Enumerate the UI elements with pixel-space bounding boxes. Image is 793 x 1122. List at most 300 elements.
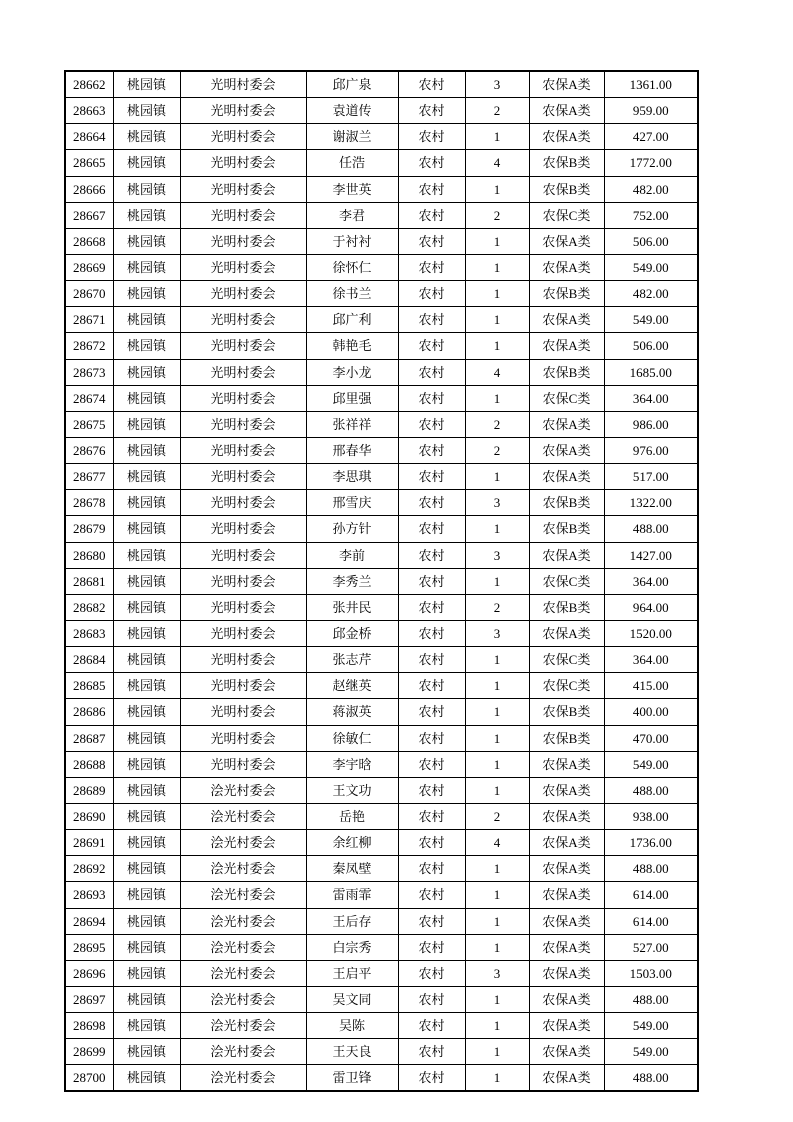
cell-category: 农村 — [398, 1013, 465, 1039]
cell-town: 桃园镇 — [113, 934, 180, 960]
cell-amount: 1361.00 — [604, 71, 698, 98]
cell-village-committee: 光明村委会 — [180, 124, 306, 150]
table-row — [65, 568, 698, 594]
cell-insurance-type: 农保A类 — [529, 307, 604, 333]
cell-village-committee: 光明村委会 — [180, 725, 306, 751]
cell-record-id: 28678 — [65, 490, 113, 516]
cell-category: 农村 — [398, 228, 465, 254]
cell-record-id: 28688 — [65, 751, 113, 777]
cell-person-name: 谢淑兰 — [306, 124, 398, 150]
cell-record-id: 28685 — [65, 673, 113, 699]
cell-town: 桃园镇 — [113, 333, 180, 359]
table-row — [65, 385, 698, 411]
cell-person-name: 邱里强 — [306, 385, 398, 411]
cell-amount: 1322.00 — [604, 490, 698, 516]
cell-village-committee: 光明村委会 — [180, 202, 306, 228]
cell-category: 农村 — [398, 490, 465, 516]
cell-record-id: 28686 — [65, 699, 113, 725]
cell-category: 农村 — [398, 411, 465, 437]
cell-person-count: 1 — [465, 516, 529, 542]
cell-town: 桃园镇 — [113, 882, 180, 908]
table-row — [65, 359, 698, 385]
cell-insurance-type: 农保A类 — [529, 960, 604, 986]
table-row — [65, 1013, 698, 1039]
cell-town: 桃园镇 — [113, 307, 180, 333]
cell-insurance-type: 农保B类 — [529, 176, 604, 202]
cell-amount: 959.00 — [604, 98, 698, 124]
cell-village-committee: 浍光村委会 — [180, 1013, 306, 1039]
cell-amount: 976.00 — [604, 437, 698, 463]
cell-person-count: 4 — [465, 830, 529, 856]
table-row — [65, 986, 698, 1012]
cell-town: 桃园镇 — [113, 568, 180, 594]
table-row — [65, 437, 698, 463]
cell-town: 桃园镇 — [113, 908, 180, 934]
cell-insurance-type: 农保A类 — [529, 228, 604, 254]
cell-category: 农村 — [398, 594, 465, 620]
cell-village-committee: 光明村委会 — [180, 620, 306, 646]
table-row — [65, 464, 698, 490]
cell-village-committee: 光明村委会 — [180, 98, 306, 124]
cell-person-count: 1 — [465, 1065, 529, 1092]
cell-amount: 427.00 — [604, 124, 698, 150]
cell-village-committee: 浍光村委会 — [180, 960, 306, 986]
cell-person-name: 韩艳毛 — [306, 333, 398, 359]
cell-record-id: 28692 — [65, 856, 113, 882]
cell-person-name: 吴文同 — [306, 986, 398, 1012]
cell-category: 农村 — [398, 803, 465, 829]
table-row — [65, 960, 698, 986]
cell-amount: 488.00 — [604, 856, 698, 882]
cell-insurance-type: 农保C类 — [529, 568, 604, 594]
table-row — [65, 777, 698, 803]
table-row — [65, 124, 698, 150]
table-row — [65, 647, 698, 673]
cell-town: 桃园镇 — [113, 281, 180, 307]
cell-person-name: 余红柳 — [306, 830, 398, 856]
cell-record-id: 28672 — [65, 333, 113, 359]
cell-amount: 549.00 — [604, 254, 698, 280]
cell-person-count: 2 — [465, 98, 529, 124]
cell-village-committee: 光明村委会 — [180, 542, 306, 568]
cell-insurance-type: 农保C类 — [529, 202, 604, 228]
cell-insurance-type: 农保B类 — [529, 725, 604, 751]
cell-category: 农村 — [398, 359, 465, 385]
cell-category: 农村 — [398, 725, 465, 751]
cell-category: 农村 — [398, 464, 465, 490]
cell-town: 桃园镇 — [113, 359, 180, 385]
cell-amount: 470.00 — [604, 725, 698, 751]
cell-amount: 614.00 — [604, 908, 698, 934]
cell-record-id: 28665 — [65, 150, 113, 176]
cell-village-committee: 浍光村委会 — [180, 856, 306, 882]
cell-insurance-type: 农保A类 — [529, 803, 604, 829]
cell-insurance-type: 农保A类 — [529, 1039, 604, 1065]
cell-person-count: 2 — [465, 202, 529, 228]
cell-person-name: 邢雪庆 — [306, 490, 398, 516]
cell-village-committee: 浍光村委会 — [180, 882, 306, 908]
cell-record-id: 28663 — [65, 98, 113, 124]
cell-village-committee: 光明村委会 — [180, 594, 306, 620]
cell-village-committee: 浍光村委会 — [180, 1039, 306, 1065]
cell-record-id: 28695 — [65, 934, 113, 960]
cell-record-id: 28674 — [65, 385, 113, 411]
cell-insurance-type: 农保C类 — [529, 673, 604, 699]
cell-amount: 549.00 — [604, 307, 698, 333]
cell-category: 农村 — [398, 254, 465, 280]
cell-record-id: 28698 — [65, 1013, 113, 1039]
cell-category: 农村 — [398, 281, 465, 307]
cell-town: 桃园镇 — [113, 437, 180, 463]
cell-village-committee: 光明村委会 — [180, 516, 306, 542]
cell-record-id: 28682 — [65, 594, 113, 620]
cell-category: 农村 — [398, 333, 465, 359]
cell-person-count: 1 — [465, 333, 529, 359]
cell-town: 桃园镇 — [113, 124, 180, 150]
cell-person-name: 雷卫锋 — [306, 1065, 398, 1092]
cell-record-id: 28667 — [65, 202, 113, 228]
cell-record-id: 28700 — [65, 1065, 113, 1092]
cell-person-name: 王文功 — [306, 777, 398, 803]
cell-village-committee: 光明村委会 — [180, 490, 306, 516]
cell-person-name: 孙方针 — [306, 516, 398, 542]
cell-insurance-type: 农保A类 — [529, 333, 604, 359]
cell-category: 农村 — [398, 620, 465, 646]
cell-category: 农村 — [398, 437, 465, 463]
cell-record-id: 28664 — [65, 124, 113, 150]
cell-category: 农村 — [398, 647, 465, 673]
cell-person-name: 秦凤壁 — [306, 856, 398, 882]
cell-category: 农村 — [398, 1065, 465, 1092]
cell-town: 桃园镇 — [113, 803, 180, 829]
cell-person-count: 2 — [465, 803, 529, 829]
table-row — [65, 934, 698, 960]
cell-amount: 1427.00 — [604, 542, 698, 568]
cell-person-count: 3 — [465, 620, 529, 646]
table-row — [65, 71, 698, 98]
table-row — [65, 673, 698, 699]
cell-category: 农村 — [398, 856, 465, 882]
cell-town: 桃园镇 — [113, 202, 180, 228]
cell-amount: 1772.00 — [604, 150, 698, 176]
cell-amount: 1736.00 — [604, 830, 698, 856]
cell-record-id: 28675 — [65, 411, 113, 437]
cell-town: 桃园镇 — [113, 960, 180, 986]
cell-insurance-type: 农保A类 — [529, 98, 604, 124]
cell-town: 桃园镇 — [113, 725, 180, 751]
cell-amount: 938.00 — [604, 803, 698, 829]
cell-village-committee: 浍光村委会 — [180, 777, 306, 803]
cell-insurance-type: 农保A类 — [529, 1013, 604, 1039]
table-row — [65, 176, 698, 202]
cell-amount: 752.00 — [604, 202, 698, 228]
cell-village-committee: 光明村委会 — [180, 568, 306, 594]
table-row — [65, 490, 698, 516]
cell-person-name: 任浩 — [306, 150, 398, 176]
cell-person-name: 邱广泉 — [306, 71, 398, 98]
cell-person-name: 邱金桥 — [306, 620, 398, 646]
cell-town: 桃园镇 — [113, 542, 180, 568]
cell-insurance-type: 农保A类 — [529, 124, 604, 150]
cell-town: 桃园镇 — [113, 594, 180, 620]
cell-person-name: 邱广利 — [306, 307, 398, 333]
cell-category: 农村 — [398, 1039, 465, 1065]
cell-village-committee: 光明村委会 — [180, 411, 306, 437]
cell-insurance-type: 农保B类 — [529, 699, 604, 725]
cell-category: 农村 — [398, 986, 465, 1012]
table-row — [65, 908, 698, 934]
cell-town: 桃园镇 — [113, 986, 180, 1012]
cell-record-id: 28693 — [65, 882, 113, 908]
cell-record-id: 28684 — [65, 647, 113, 673]
cell-person-name: 李小龙 — [306, 359, 398, 385]
table-row — [65, 856, 698, 882]
table-row — [65, 1039, 698, 1065]
cell-record-id: 28689 — [65, 777, 113, 803]
cell-category: 农村 — [398, 516, 465, 542]
cell-village-committee: 光明村委会 — [180, 699, 306, 725]
cell-village-committee: 光明村委会 — [180, 254, 306, 280]
cell-amount: 488.00 — [604, 777, 698, 803]
cell-category: 农村 — [398, 830, 465, 856]
cell-town: 桃园镇 — [113, 856, 180, 882]
cell-amount: 506.00 — [604, 333, 698, 359]
cell-amount: 488.00 — [604, 986, 698, 1012]
cell-person-count: 1 — [465, 1013, 529, 1039]
table-row — [65, 699, 698, 725]
cell-person-count: 2 — [465, 594, 529, 620]
table-row — [65, 594, 698, 620]
cell-amount: 549.00 — [604, 1013, 698, 1039]
table-row — [65, 202, 698, 228]
cell-town: 桃园镇 — [113, 830, 180, 856]
cell-amount: 482.00 — [604, 176, 698, 202]
cell-person-name: 雷雨霏 — [306, 882, 398, 908]
cell-village-committee: 光明村委会 — [180, 437, 306, 463]
cell-village-committee: 光明村委会 — [180, 647, 306, 673]
table-row — [65, 620, 698, 646]
cell-person-count: 1 — [465, 882, 529, 908]
cell-insurance-type: 农保B类 — [529, 594, 604, 620]
cell-person-count: 1 — [465, 751, 529, 777]
cell-record-id: 28696 — [65, 960, 113, 986]
cell-person-count: 3 — [465, 960, 529, 986]
cell-record-id: 28670 — [65, 281, 113, 307]
cell-person-name: 徐书兰 — [306, 281, 398, 307]
cell-record-id: 28681 — [65, 568, 113, 594]
cell-town: 桃园镇 — [113, 71, 180, 98]
cell-amount: 614.00 — [604, 882, 698, 908]
cell-town: 桃园镇 — [113, 411, 180, 437]
cell-village-committee: 光明村委会 — [180, 359, 306, 385]
cell-person-name: 张志芹 — [306, 647, 398, 673]
cell-category: 农村 — [398, 882, 465, 908]
cell-person-count: 1 — [465, 986, 529, 1012]
cell-record-id: 28666 — [65, 176, 113, 202]
cell-person-count: 1 — [465, 777, 529, 803]
cell-village-committee: 光明村委会 — [180, 751, 306, 777]
cell-person-name: 于衬衬 — [306, 228, 398, 254]
cell-insurance-type: 农保B类 — [529, 516, 604, 542]
cell-amount: 1520.00 — [604, 620, 698, 646]
cell-person-name: 王天良 — [306, 1039, 398, 1065]
cell-insurance-type: 农保A类 — [529, 934, 604, 960]
cell-record-id: 28691 — [65, 830, 113, 856]
cell-person-count: 1 — [465, 934, 529, 960]
cell-category: 农村 — [398, 202, 465, 228]
cell-amount: 1503.00 — [604, 960, 698, 986]
cell-person-name: 李秀兰 — [306, 568, 398, 594]
cell-category: 农村 — [398, 176, 465, 202]
table-row — [65, 830, 698, 856]
cell-amount: 364.00 — [604, 647, 698, 673]
cell-town: 桃园镇 — [113, 385, 180, 411]
table-row — [65, 333, 698, 359]
cell-category: 农村 — [398, 934, 465, 960]
cell-record-id: 28679 — [65, 516, 113, 542]
cell-person-name: 张祥祥 — [306, 411, 398, 437]
cell-town: 桃园镇 — [113, 777, 180, 803]
cell-town: 桃园镇 — [113, 464, 180, 490]
cell-category: 农村 — [398, 385, 465, 411]
cell-amount: 986.00 — [604, 411, 698, 437]
cell-person-name: 蒋淑英 — [306, 699, 398, 725]
cell-person-count: 3 — [465, 490, 529, 516]
cell-record-id: 28677 — [65, 464, 113, 490]
cell-village-committee: 浍光村委会 — [180, 934, 306, 960]
cell-village-committee: 光明村委会 — [180, 150, 306, 176]
table-row — [65, 98, 698, 124]
cell-record-id: 28699 — [65, 1039, 113, 1065]
cell-person-count: 1 — [465, 568, 529, 594]
cell-category: 农村 — [398, 699, 465, 725]
cell-person-count: 1 — [465, 908, 529, 934]
cell-amount: 964.00 — [604, 594, 698, 620]
cell-person-name: 徐敏仁 — [306, 725, 398, 751]
table-row — [65, 254, 698, 280]
cell-town: 桃园镇 — [113, 751, 180, 777]
cell-insurance-type: 农保B类 — [529, 281, 604, 307]
cell-amount: 488.00 — [604, 1065, 698, 1092]
cell-village-committee: 浍光村委会 — [180, 830, 306, 856]
cell-amount: 400.00 — [604, 699, 698, 725]
cell-amount: 506.00 — [604, 228, 698, 254]
cell-amount: 517.00 — [604, 464, 698, 490]
cell-record-id: 28687 — [65, 725, 113, 751]
cell-category: 农村 — [398, 777, 465, 803]
cell-person-name: 李思琪 — [306, 464, 398, 490]
cell-person-count: 3 — [465, 542, 529, 568]
cell-town: 桃园镇 — [113, 647, 180, 673]
cell-town: 桃园镇 — [113, 228, 180, 254]
cell-category: 农村 — [398, 751, 465, 777]
cell-town: 桃园镇 — [113, 1039, 180, 1065]
table-row — [65, 411, 698, 437]
cell-town: 桃园镇 — [113, 699, 180, 725]
table-row — [65, 803, 698, 829]
table-row — [65, 228, 698, 254]
cell-insurance-type: 农保B类 — [529, 150, 604, 176]
cell-record-id: 28673 — [65, 359, 113, 385]
cell-town: 桃园镇 — [113, 176, 180, 202]
cell-village-committee: 光明村委会 — [180, 464, 306, 490]
records-table — [64, 70, 699, 1092]
cell-village-committee: 光明村委会 — [180, 228, 306, 254]
cell-person-count: 1 — [465, 124, 529, 150]
cell-person-name: 徐怀仁 — [306, 254, 398, 280]
cell-person-count: 2 — [465, 437, 529, 463]
cell-town: 桃园镇 — [113, 1065, 180, 1092]
cell-insurance-type: 农保A类 — [529, 620, 604, 646]
cell-amount: 364.00 — [604, 568, 698, 594]
cell-record-id: 28697 — [65, 986, 113, 1012]
cell-category: 农村 — [398, 908, 465, 934]
cell-insurance-type: 农保A类 — [529, 882, 604, 908]
cell-person-count: 3 — [465, 71, 529, 98]
cell-person-count: 1 — [465, 464, 529, 490]
cell-person-name: 邢春华 — [306, 437, 398, 463]
cell-person-count: 1 — [465, 281, 529, 307]
cell-record-id: 28668 — [65, 228, 113, 254]
table-row — [65, 882, 698, 908]
cell-amount: 364.00 — [604, 385, 698, 411]
cell-insurance-type: 农保A类 — [529, 777, 604, 803]
cell-insurance-type: 农保A类 — [529, 1065, 604, 1092]
cell-person-count: 1 — [465, 725, 529, 751]
cell-category: 农村 — [398, 673, 465, 699]
cell-amount: 488.00 — [604, 516, 698, 542]
cell-village-committee: 浍光村委会 — [180, 1065, 306, 1092]
cell-person-count: 1 — [465, 176, 529, 202]
table-row — [65, 1065, 698, 1092]
cell-person-name: 李前 — [306, 542, 398, 568]
cell-person-count: 2 — [465, 411, 529, 437]
table-row — [65, 516, 698, 542]
cell-insurance-type: 农保C类 — [529, 647, 604, 673]
cell-village-committee: 浍光村委会 — [180, 986, 306, 1012]
cell-village-committee: 光明村委会 — [180, 281, 306, 307]
cell-insurance-type: 农保A类 — [529, 856, 604, 882]
cell-record-id: 28676 — [65, 437, 113, 463]
cell-person-count: 1 — [465, 254, 529, 280]
cell-record-id: 28662 — [65, 71, 113, 98]
cell-insurance-type: 农保A类 — [529, 751, 604, 777]
cell-insurance-type: 农保A类 — [529, 986, 604, 1012]
cell-amount: 549.00 — [604, 751, 698, 777]
cell-insurance-type: 农保A类 — [529, 411, 604, 437]
cell-person-count: 4 — [465, 150, 529, 176]
cell-insurance-type: 农保A类 — [529, 464, 604, 490]
table-row — [65, 725, 698, 751]
cell-person-name: 李宇晗 — [306, 751, 398, 777]
cell-person-count: 1 — [465, 1039, 529, 1065]
cell-category: 农村 — [398, 542, 465, 568]
cell-insurance-type: 农保A类 — [529, 542, 604, 568]
cell-town: 桃园镇 — [113, 620, 180, 646]
cell-person-count: 1 — [465, 856, 529, 882]
cell-category: 农村 — [398, 124, 465, 150]
cell-person-count: 1 — [465, 228, 529, 254]
cell-category: 农村 — [398, 307, 465, 333]
cell-village-committee: 光明村委会 — [180, 307, 306, 333]
cell-town: 桃园镇 — [113, 98, 180, 124]
cell-village-committee: 光明村委会 — [180, 673, 306, 699]
cell-insurance-type: 农保A类 — [529, 437, 604, 463]
cell-town: 桃园镇 — [113, 673, 180, 699]
cell-insurance-type: 农保A类 — [529, 71, 604, 98]
cell-person-name: 李世英 — [306, 176, 398, 202]
cell-record-id: 28694 — [65, 908, 113, 934]
